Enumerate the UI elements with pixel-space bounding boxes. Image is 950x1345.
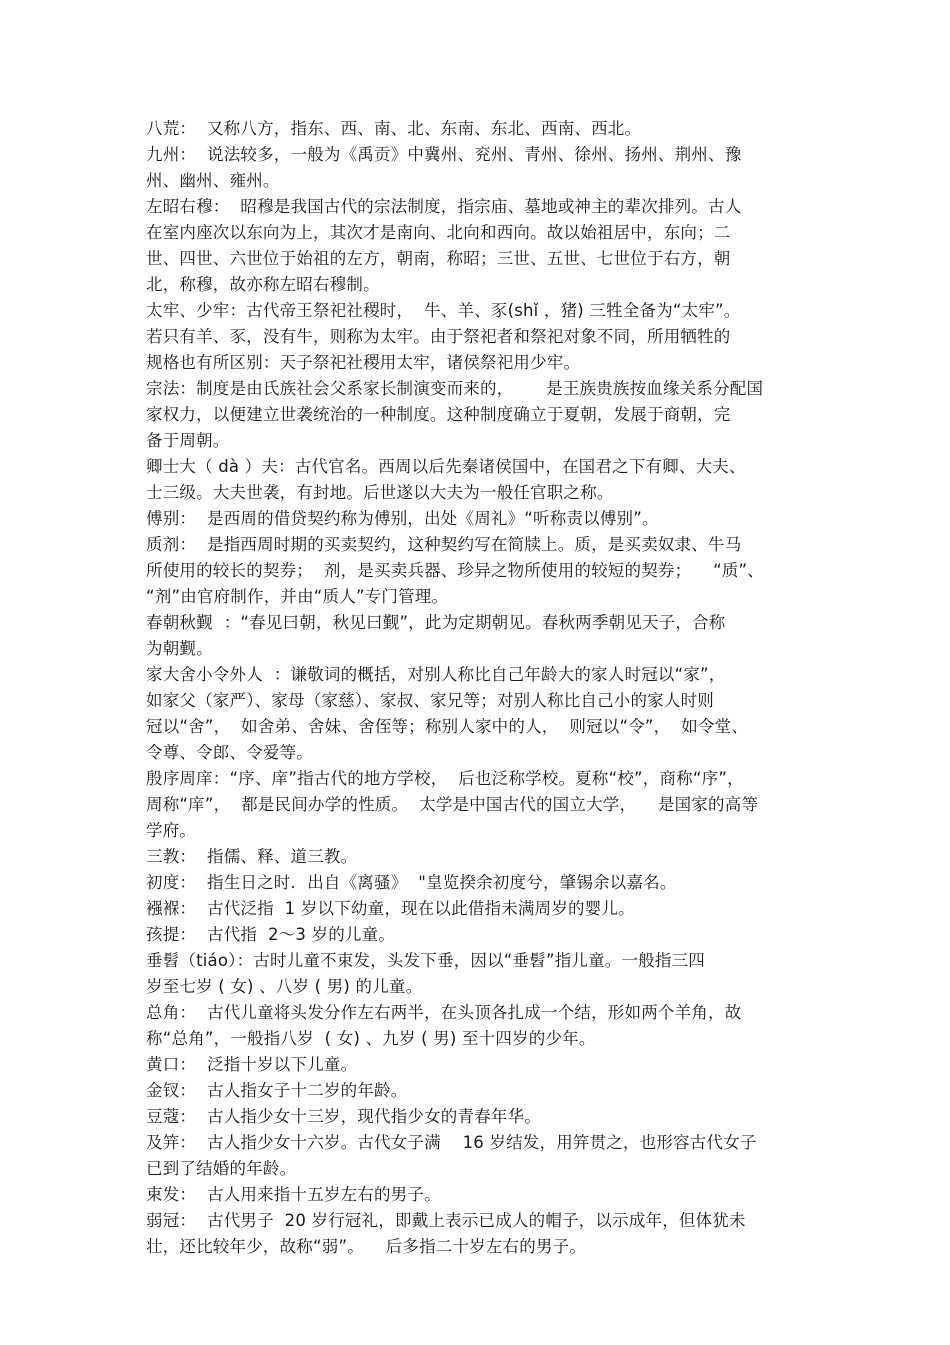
text-line: 为朝觐。 bbox=[146, 639, 213, 658]
text-line: 家大舍小令外人 ：谦敬词的概括，对别人称比自己年龄大的家人时冠以“家”， bbox=[146, 665, 726, 684]
text-line: 家权力，以便建立世袭统治的一种制度。这种制度确立于夏朝，发展于商朝，完 bbox=[146, 405, 731, 424]
text-line: 太牢、少牢：古代帝王祭祀社稷时， 牛、羊、豕(shǐ ，猪) 三牲全备为“太牢”。 bbox=[146, 301, 741, 320]
text-line: 黄口： 泛指十岁以下儿童。 bbox=[146, 1055, 358, 1074]
text-line: 冠以“舍”， 如舍弟、舍妹、舍侄等；称别人家中的人， 则冠以“令”， 如令堂、 bbox=[146, 717, 749, 736]
text-line: 岁至七岁 ( 女) 、八岁 ( 男) 的儿童。 bbox=[146, 977, 423, 996]
text-line: 八荒： 又称八方，指东、西、南、北、东南、东北、西南、西北。 bbox=[146, 119, 642, 138]
text-line: “剂”由官府制作，并由“质人”专门管理。 bbox=[146, 587, 449, 606]
text-line: 弱冠： 古代男子 20 岁行冠礼，即戴上表示已成人的帽子，以示成年，但体犹未 bbox=[146, 1211, 746, 1230]
text-line: 学府。 bbox=[146, 821, 197, 840]
text-line: 春朝秋觐 ：“春见曰朝，秋见曰觐”，此为定期朝见。春秋两季朝见天子，合称 bbox=[146, 613, 726, 632]
text-line: 若只有羊、豕，没有牛，则称为太牢。由于祭祀者和祭祀对象不同，所用牺牲的 bbox=[146, 327, 731, 346]
text-line: 孩提： 古代指 2～3 岁的儿童。 bbox=[146, 925, 396, 944]
text-line: 襁褓： 古代泛指 1 岁以下幼童，现在以此借指未满周岁的婴儿。 bbox=[146, 899, 635, 918]
text-line: 所使用的较长的契券； 剂，是买卖兵器、珍异之物所使用的较短的契券； “质”、 bbox=[146, 561, 764, 580]
text-line: 及笄： 古人指少女十六岁。古代女子满 16 岁结发，用笄贯之，也形容古代女子 bbox=[146, 1133, 757, 1152]
text-line: 宗法：制度是由氏族社会父系家长制演变而来的， 是王族贵族按血缘关系分配国 bbox=[146, 379, 764, 398]
text-line: 束发： 古人用来指十五岁左右的男子。 bbox=[146, 1185, 441, 1204]
text-line: 九州： 说法较多，一般为《禹贡》中冀州、兖州、青州、徐州、扬州、荆州、豫 bbox=[146, 145, 742, 164]
text-line: 如家父（家严）、家母（家慈）、家叔、家兄等；对别人称比自己小的家人时则 bbox=[146, 691, 714, 710]
text-line: 傅别： 是西周的借贷契约称为傅别，出处《周礼》“听称责以傅别”。 bbox=[146, 509, 659, 528]
text-line: 州、幽州、雍州。 bbox=[146, 171, 280, 190]
text-line: 在室内座次以东向为上，其次才是南向、北向和西向。故以始祖居中，东向；二 bbox=[146, 223, 731, 242]
text-line: 令尊、令郎、令爱等。 bbox=[146, 743, 313, 762]
text-line: 规格也有所区别：天子祭祀社稷用太牢，诸侯祭祀用少牢。 bbox=[146, 353, 581, 372]
text-line: 壮，还比较年少，故称“弱”。 后多指二十岁左右的男子。 bbox=[146, 1237, 587, 1256]
text-line: 左昭右穆： 昭穆是我国古代的宗法制度，指宗庙、墓地或神主的辈次排列。古人 bbox=[146, 197, 742, 216]
text-line: 士三级。大夫世袭，有封地。后世遂以大夫为一般任官职之称。 bbox=[146, 483, 614, 502]
text-line: 世、四世、六世位于始祖的左方，朝南，称昭；三世、五世、七世位于右方，朝 bbox=[146, 249, 731, 268]
text-line: 垂髫（tiáo）：古时儿童不束发，头发下垂，因以“垂髫”指儿童。一般指三四 bbox=[146, 951, 706, 970]
text-line: 质剂： 是指西周时期的买卖契约，这种契约写在简牍上。质，是买卖奴隶、牛马 bbox=[146, 535, 742, 554]
text-line: 已到了结婚的年龄。 bbox=[146, 1159, 297, 1178]
text-line: 三教： 指儒、释、道三教。 bbox=[146, 847, 358, 866]
text-line: 卿士大（ dà ）夫：古代官名。西周以后先秦诸侯国中，在国君之下有卿、大夫、 bbox=[146, 457, 746, 476]
text-line: 金钗： 古人指女子十二岁的年龄。 bbox=[146, 1081, 408, 1100]
document-body bbox=[146, 116, 810, 1260]
text-line: 初度： 指生日之时．出自《离骚》 "皇览揆余初度兮，肇锡余以嘉名。 bbox=[146, 873, 677, 892]
text-line: 称“总角”，一般指八岁 ( 女) 、九岁 ( 男) 至十四岁的少年。 bbox=[146, 1029, 596, 1048]
text-line: 总角： 古代儿童将头发分作左右两半，在头顶各扎成一个结，形如两个羊角，故 bbox=[146, 1003, 742, 1022]
text-line: 殷序周庠：“序、庠”指古代的地方学校， 后也泛称学校。夏称“校”，商称“序”， bbox=[146, 769, 744, 788]
text-line: 北，称穆，故亦称左昭右穆制。 bbox=[146, 275, 380, 294]
text-line: 周称“庠”， 都是民间办学的性质。 太学是中国古代的国立大学， 是国家的高等 bbox=[146, 795, 759, 814]
text-line: 备于周朝。 bbox=[146, 431, 230, 450]
text-line: 豆蔻： 古人指少女十三岁，现代指少女的青春年华。 bbox=[146, 1107, 541, 1126]
